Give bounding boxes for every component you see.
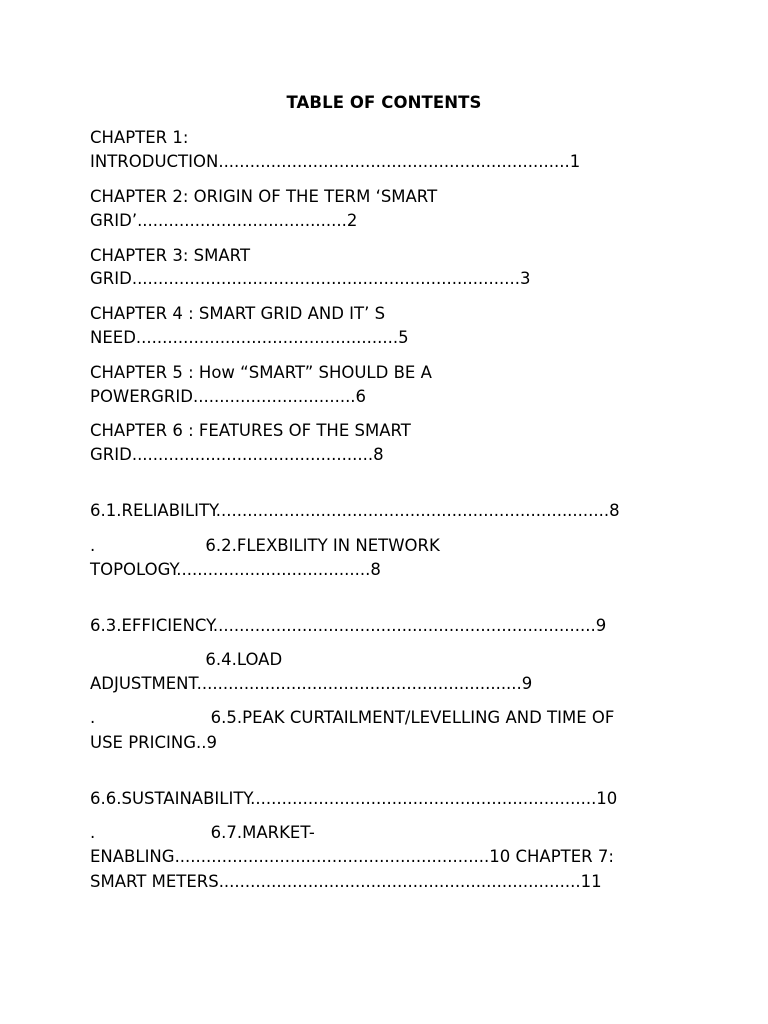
toc-line-ch1-heading: CHAPTER 1: (90, 128, 189, 147)
toc-line-ch3-entry: GRID..........................................................................3 (90, 269, 531, 288)
toc-line-ch4-entry: NEED..................................................5 (90, 328, 409, 347)
toc-line-ch7-entry: SMART METERS.....................................................................11 (90, 872, 602, 891)
toc-line-ch2-heading: CHAPTER 2: ORIGIN OF THE TERM ‘SMART (90, 187, 438, 206)
toc-line-ch5-heading: CHAPTER 5 : How “SMART” SHOULD BE A (90, 363, 432, 382)
toc-line-6-3: 6.3.EFFICIENCY.........................................................................9 (90, 616, 607, 635)
toc-line-6-4-heading: 6.4.LOAD (90, 650, 283, 669)
toc-line-6-5-heading: . 6.5.PEAK CURTAILMENT/LEVELLING AND TIME OF (90, 708, 615, 727)
toc-line-6-6: 6.6.SUSTAINABILITY..................................................................10 (90, 789, 618, 808)
toc-line-ch3-heading: CHAPTER 3: SMART (90, 246, 251, 265)
toc-line-ch2-entry: GRID’........................................2 (90, 211, 358, 230)
toc-line-6-7-entry: ENABLING............................................................10 CHAPTER 7: (90, 847, 614, 866)
toc-title: TABLE OF CONTENTS (286, 93, 482, 112)
toc-line-ch6-entry: GRID..............................................8 (90, 445, 384, 464)
toc-line-ch5-entry: POWERGRID...............................6 (90, 387, 367, 406)
toc-line-6-1: 6.1.RELIABILITY...........................................................................8 (90, 501, 620, 520)
toc-line-ch1-entry: INTRODUCTION...................................................................1 (90, 152, 581, 171)
toc-line-6-4-entry: ADJUSTMENT..............................................................9 (90, 674, 533, 693)
toc-line-6-5-entry: USE PRICING..9 (90, 733, 218, 752)
toc-line-ch6-heading: CHAPTER 6 : FEATURES OF THE SMART (90, 421, 411, 440)
toc-line-ch4-heading: CHAPTER 4 : SMART GRID AND IT’ S (90, 304, 386, 323)
toc-line-6-7-heading: . 6.7.MARKET- (90, 823, 315, 842)
toc-line-6-2-heading: . 6.2.FLEXBILITY IN NETWORK (90, 536, 440, 555)
toc-line-6-2-entry: TOPOLOGY.....................................8 (90, 560, 381, 579)
